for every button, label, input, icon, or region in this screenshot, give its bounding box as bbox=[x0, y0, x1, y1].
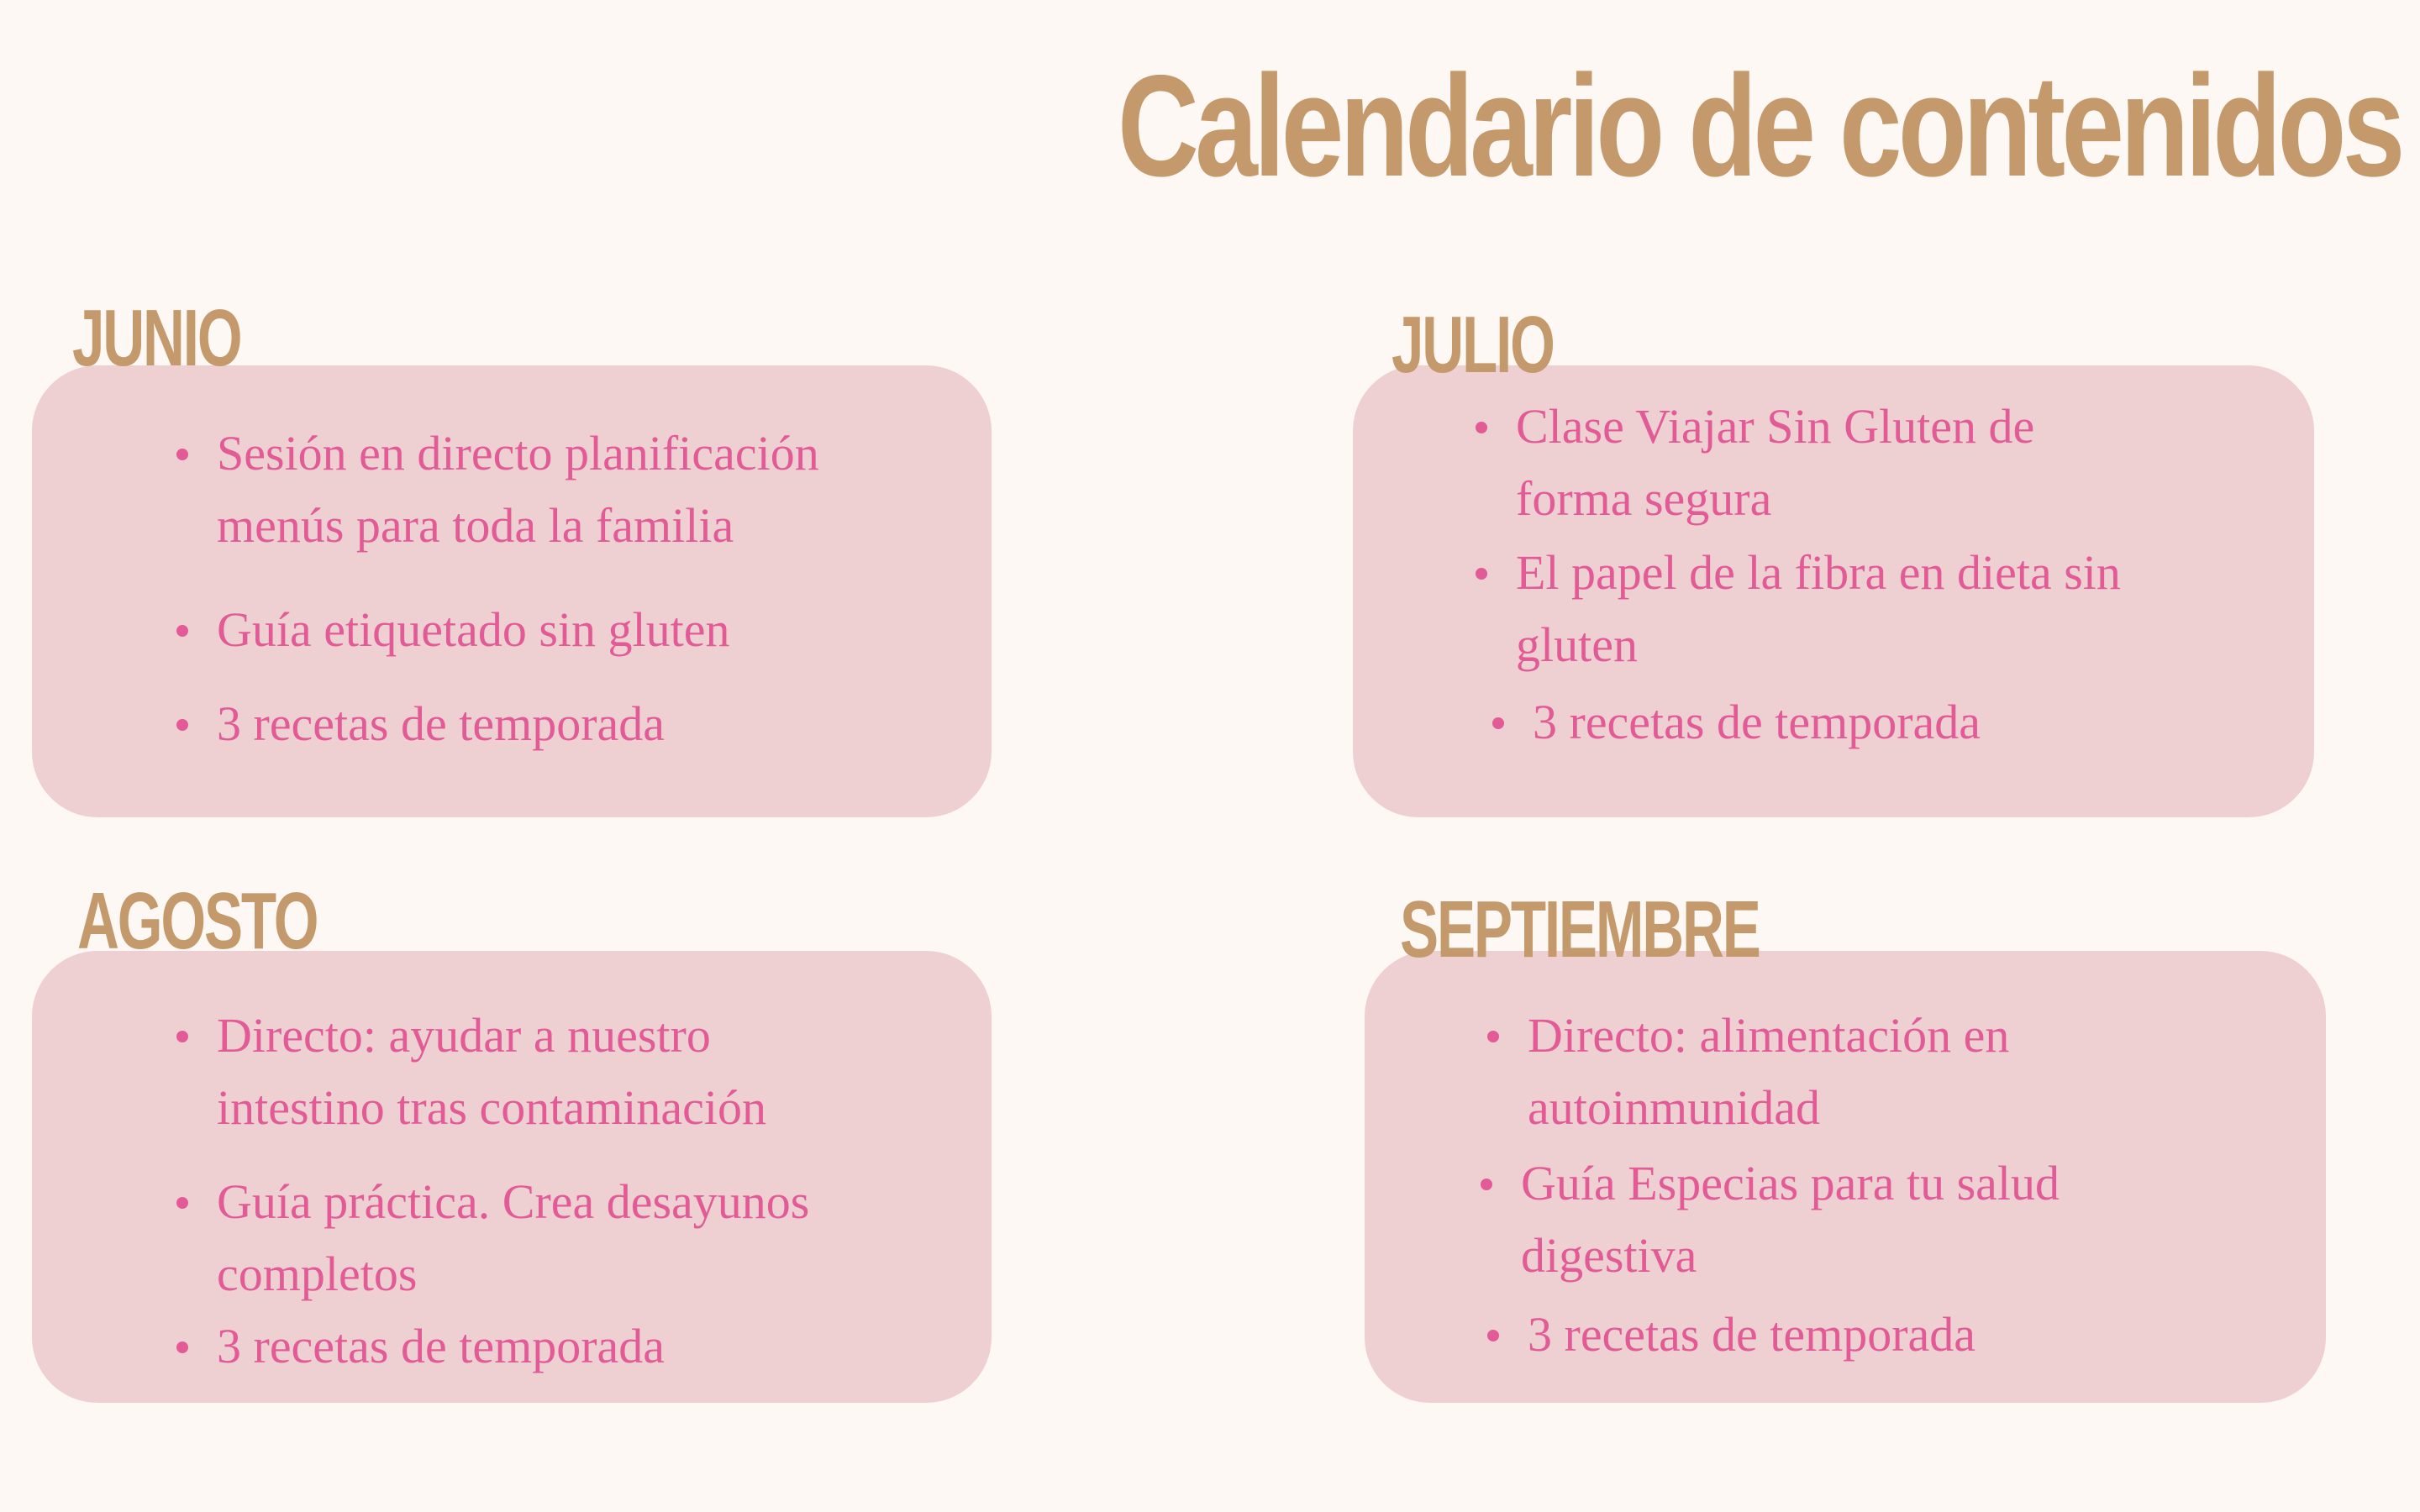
list-item-line: completos bbox=[217, 1247, 418, 1301]
list-item-line: Sesión en directo planificación bbox=[217, 426, 819, 480]
list-item bbox=[1470, 537, 2121, 681]
list-item bbox=[171, 1310, 809, 1383]
list-item bbox=[171, 1166, 809, 1310]
list-item bbox=[1470, 391, 2121, 535]
page-title: Calendario de contenidos bbox=[1118, 45, 2402, 207]
bullet-icon bbox=[176, 719, 188, 731]
month-heading-julio: JULIO bbox=[1392, 300, 1554, 390]
bullet-icon bbox=[176, 1031, 188, 1042]
list-item-line: Directo: alimentación en bbox=[1528, 1008, 2010, 1063]
list-item-line: 3 recetas de temporada bbox=[217, 696, 665, 751]
list-item-line: autoinmunidad bbox=[1528, 1080, 1820, 1135]
list-item-line: intestino tras contaminación bbox=[217, 1080, 766, 1135]
list-item-line: Guía práctica. Crea desayunos bbox=[217, 1174, 810, 1229]
list-item-line: El papel de la fibra en dieta sin bbox=[1516, 545, 2121, 600]
list-item-line: digestiva bbox=[1521, 1228, 1697, 1283]
month-heading-agosto: AGOSTO bbox=[77, 876, 318, 966]
list-item-line: 3 recetas de temporada bbox=[217, 1319, 665, 1373]
list-item bbox=[1482, 1299, 2066, 1371]
list-item-line: Clase Viajar Sin Gluten de bbox=[1516, 399, 2035, 454]
month-card-junio bbox=[32, 365, 992, 817]
list-item-line: Guía Especias para tu salud bbox=[1521, 1156, 2060, 1210]
month-card-septiembre bbox=[1365, 951, 2326, 1403]
list-item bbox=[171, 417, 819, 562]
list-item bbox=[171, 688, 819, 760]
content-list-agosto bbox=[171, 1000, 809, 1383]
bullet-icon bbox=[1476, 568, 1487, 580]
bullet-icon bbox=[1476, 422, 1487, 433]
list-item bbox=[171, 1000, 809, 1144]
list-item-line: 3 recetas de temporada bbox=[1533, 695, 1981, 749]
list-item-line: forma segura bbox=[1516, 471, 1772, 526]
month-heading-septiembre: SEPTIEMBRE bbox=[1400, 885, 1760, 974]
bullet-icon bbox=[1487, 1330, 1499, 1341]
bullet-icon bbox=[176, 1341, 188, 1353]
list-item-line: Directo: ayudar a nuestro bbox=[217, 1008, 711, 1063]
month-heading-junio: JUNIO bbox=[72, 293, 241, 383]
bullet-icon bbox=[176, 449, 188, 460]
list-item bbox=[1482, 1000, 2066, 1144]
month-card-julio bbox=[1353, 365, 2314, 817]
list-item-line: Guía etiquetado sin gluten bbox=[217, 602, 730, 657]
month-card-agosto bbox=[32, 951, 992, 1403]
list-item-line: 3 recetas de temporada bbox=[1528, 1307, 1975, 1362]
list-item bbox=[1476, 1147, 2060, 1292]
content-list-julio bbox=[1470, 391, 2121, 759]
list-item-line: menús para toda la familia bbox=[217, 498, 734, 553]
list-item bbox=[171, 594, 819, 666]
bullet-icon bbox=[1492, 717, 1504, 729]
bullet-icon bbox=[1487, 1031, 1499, 1042]
list-item bbox=[1487, 686, 2138, 759]
list-item-line: gluten bbox=[1516, 617, 1638, 672]
bullet-icon bbox=[176, 625, 188, 637]
content-list-junio bbox=[171, 417, 819, 760]
bullet-icon bbox=[176, 1197, 188, 1209]
bullet-icon bbox=[1481, 1179, 1492, 1190]
content-list-septiembre bbox=[1482, 1000, 2066, 1371]
